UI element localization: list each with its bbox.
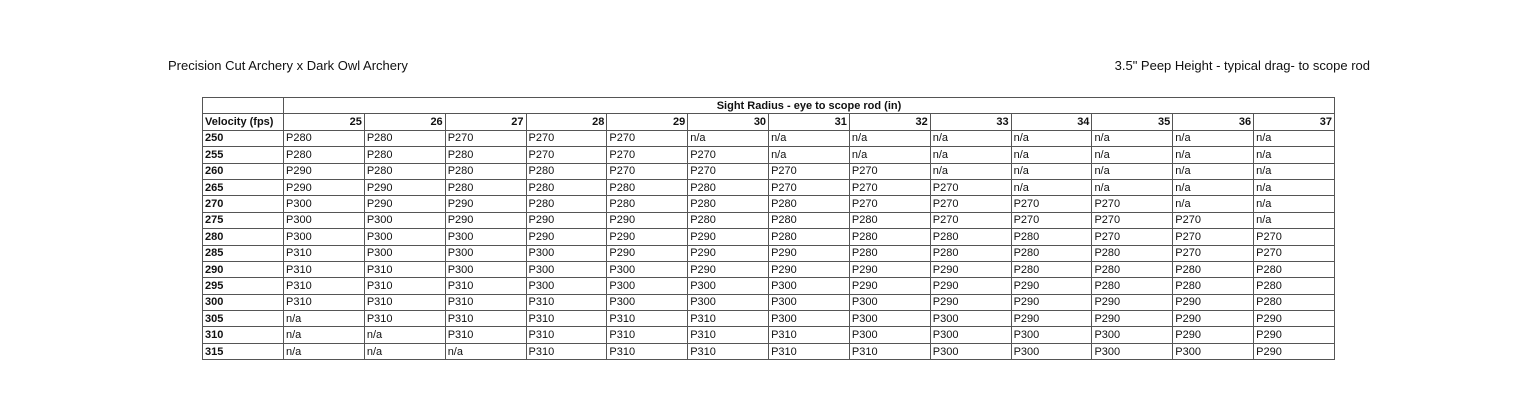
- peep-size-cell: P310: [607, 327, 688, 343]
- peep-size-cell: P270: [769, 163, 850, 179]
- peep-size-cell: P300: [769, 294, 850, 310]
- peep-size-cell: P280: [607, 179, 688, 195]
- peep-size-cell: P310: [688, 327, 769, 343]
- peep-size-cell: P310: [769, 327, 850, 343]
- peep-size-cell: P280: [849, 212, 930, 228]
- peep-size-cell: P270: [1173, 229, 1254, 245]
- peep-size-cell: P290: [607, 245, 688, 261]
- peep-size-cell: P280: [364, 130, 445, 146]
- peep-size-cell: P290: [526, 229, 607, 245]
- peep-size-cell: P270: [930, 196, 1011, 212]
- peep-size-cell: n/a: [1254, 130, 1335, 146]
- peep-size-cell: P280: [364, 147, 445, 163]
- peep-size-cell: P300: [1011, 327, 1092, 343]
- table-row: [203, 245, 1335, 261]
- peep-size-cell: n/a: [1011, 130, 1092, 146]
- peep-size-cell: P280: [1092, 261, 1173, 277]
- velocity-cell: 295: [203, 278, 284, 294]
- peep-size-cell: P310: [526, 311, 607, 327]
- peep-size-cell: P290: [607, 229, 688, 245]
- peep-size-cell: n/a: [364, 327, 445, 343]
- peep-size-cell: P310: [849, 343, 930, 359]
- peep-size-cell: P290: [607, 212, 688, 228]
- velocity-cell: 300: [203, 294, 284, 310]
- peep-size-cell: P290: [769, 261, 850, 277]
- peep-size-cell: P280: [1254, 261, 1335, 277]
- peep-size-cell: P280: [1173, 278, 1254, 294]
- radius-column-header: 32: [849, 114, 930, 130]
- peep-size-cell: n/a: [1254, 179, 1335, 195]
- peep-size-cell: n/a: [1254, 196, 1335, 212]
- velocity-cell: 290: [203, 261, 284, 277]
- peep-size-cell: P300: [284, 212, 365, 228]
- peep-size-cell: P310: [284, 294, 365, 310]
- table-row: [203, 261, 1335, 277]
- peep-size-cell: P300: [1092, 343, 1173, 359]
- peep-size-cell: P280: [526, 196, 607, 212]
- radius-column-header: 36: [1173, 114, 1254, 130]
- peep-size-cell: P290: [849, 261, 930, 277]
- peep-size-cell: P290: [364, 196, 445, 212]
- velocity-cell: 255: [203, 147, 284, 163]
- peep-size-cell: n/a: [1092, 147, 1173, 163]
- peep-size-cell: P290: [1254, 311, 1335, 327]
- peep-size-cell: n/a: [930, 163, 1011, 179]
- peep-size-cell: P290: [1011, 294, 1092, 310]
- peep-size-cell: P300: [445, 245, 526, 261]
- peep-size-cell: P290: [930, 294, 1011, 310]
- peep-size-cell: P300: [526, 245, 607, 261]
- radius-column-header: 26: [364, 114, 445, 130]
- peep-size-cell: P310: [445, 278, 526, 294]
- peep-size-cell: P270: [1092, 229, 1173, 245]
- peep-size-cell: P300: [1173, 343, 1254, 359]
- peep-size-cell: P300: [284, 229, 365, 245]
- peep-size-cell: P270: [930, 179, 1011, 195]
- peep-size-cell: P280: [849, 245, 930, 261]
- peep-size-cell: P270: [1173, 212, 1254, 228]
- peep-size-cell: n/a: [445, 343, 526, 359]
- radius-column-header: 25: [284, 114, 365, 130]
- peep-size-cell: P270: [1254, 229, 1335, 245]
- peep-size-cell: P310: [688, 311, 769, 327]
- peep-size-cell: P270: [526, 130, 607, 146]
- radius-column-header: 37: [1254, 114, 1335, 130]
- peep-size-cell: P300: [1011, 343, 1092, 359]
- peep-size-cell: P290: [1254, 327, 1335, 343]
- peep-size-cell: P310: [445, 294, 526, 310]
- radius-column-header: 33: [930, 114, 1011, 130]
- peep-size-cell: P280: [688, 196, 769, 212]
- column-header-row: [203, 114, 1335, 130]
- peep-size-cell: P310: [445, 311, 526, 327]
- peep-size-cell: n/a: [1173, 179, 1254, 195]
- peep-size-cell: P270: [1254, 245, 1335, 261]
- peep-size-cell: P310: [688, 343, 769, 359]
- peep-size-cell: P270: [688, 147, 769, 163]
- peep-size-cell: P270: [607, 130, 688, 146]
- peep-size-cell: n/a: [1092, 163, 1173, 179]
- peep-size-cell: P270: [1011, 196, 1092, 212]
- peep-size-cell: n/a: [1173, 130, 1254, 146]
- sight-radius-title: Sight Radius - eye to scope rod (in): [284, 98, 1335, 114]
- velocity-cell: 305: [203, 311, 284, 327]
- peep-size-cell: P290: [284, 163, 365, 179]
- peep-size-cell: P310: [284, 261, 365, 277]
- table-row: [203, 147, 1335, 163]
- peep-size-cell: P280: [1092, 278, 1173, 294]
- peep-size-cell: P310: [364, 311, 445, 327]
- peep-size-cell: P280: [688, 212, 769, 228]
- peep-size-cell: P280: [769, 229, 850, 245]
- peep-size-cell: P280: [445, 163, 526, 179]
- peep-size-cell: P290: [445, 212, 526, 228]
- peep-size-cell: n/a: [1173, 163, 1254, 179]
- peep-size-cell: P270: [849, 196, 930, 212]
- peep-size-cell: P290: [1173, 294, 1254, 310]
- peep-size-cell: P310: [364, 278, 445, 294]
- peep-size-cell: n/a: [284, 311, 365, 327]
- peep-size-cell: P300: [284, 196, 365, 212]
- peep-size-cell: P290: [769, 245, 850, 261]
- peep-size-cell: P280: [1011, 245, 1092, 261]
- peep-size-cell: P270: [1092, 196, 1173, 212]
- peep-size-cell: P300: [364, 245, 445, 261]
- table-row: [203, 229, 1335, 245]
- peep-size-cell: P280: [445, 147, 526, 163]
- table-row: [203, 327, 1335, 343]
- peep-size-cell: P270: [607, 163, 688, 179]
- peep-size-cell: P280: [1092, 245, 1173, 261]
- peep-size-cell: P310: [445, 327, 526, 343]
- peep-size-cell: P270: [1092, 212, 1173, 228]
- table-body: [203, 130, 1335, 359]
- velocity-cell: 275: [203, 212, 284, 228]
- peep-size-cell: P290: [930, 278, 1011, 294]
- peep-sight-chart-table: [202, 97, 1335, 360]
- peep-size-cell: P280: [769, 212, 850, 228]
- peep-size-cell: P280: [930, 229, 1011, 245]
- blank-corner-cell: [203, 98, 284, 114]
- title-row: [203, 98, 1335, 114]
- peep-size-cell: P290: [1173, 327, 1254, 343]
- peep-size-cell: P270: [1173, 245, 1254, 261]
- peep-size-cell: n/a: [284, 327, 365, 343]
- peep-size-cell: P270: [1011, 212, 1092, 228]
- peep-size-cell: P310: [607, 343, 688, 359]
- peep-size-cell: P300: [930, 343, 1011, 359]
- peep-size-cell: P300: [526, 261, 607, 277]
- table-row: [203, 212, 1335, 228]
- peep-size-cell: P300: [849, 327, 930, 343]
- peep-size-cell: P300: [526, 278, 607, 294]
- table-row: [203, 179, 1335, 195]
- peep-size-cell: P270: [769, 179, 850, 195]
- peep-size-cell: P280: [688, 179, 769, 195]
- peep-size-cell: P270: [445, 130, 526, 146]
- peep-size-cell: P300: [1092, 327, 1173, 343]
- peep-size-cell: P300: [930, 327, 1011, 343]
- peep-size-cell: n/a: [284, 343, 365, 359]
- radius-column-header: 30: [688, 114, 769, 130]
- velocity-cell: 260: [203, 163, 284, 179]
- peep-size-cell: n/a: [1092, 179, 1173, 195]
- peep-size-cell: P300: [445, 261, 526, 277]
- peep-size-cell: P280: [607, 196, 688, 212]
- peep-size-cell: P280: [1254, 278, 1335, 294]
- peep-size-cell: n/a: [849, 147, 930, 163]
- peep-size-cell: P300: [849, 294, 930, 310]
- peep-size-cell: n/a: [1011, 147, 1092, 163]
- peep-size-cell: n/a: [849, 130, 930, 146]
- peep-size-cell: n/a: [1011, 179, 1092, 195]
- radius-column-header: 35: [1092, 114, 1173, 130]
- velocity-cell: 280: [203, 229, 284, 245]
- peep-size-cell: P310: [607, 311, 688, 327]
- peep-size-cell: P270: [607, 147, 688, 163]
- peep-size-cell: n/a: [930, 130, 1011, 146]
- peep-size-cell: n/a: [1092, 130, 1173, 146]
- peep-size-cell: P300: [364, 212, 445, 228]
- peep-size-cell: n/a: [769, 147, 850, 163]
- velocity-cell: 315: [203, 343, 284, 359]
- peep-size-cell: P300: [688, 294, 769, 310]
- peep-size-cell: P290: [688, 245, 769, 261]
- peep-size-cell: P300: [364, 229, 445, 245]
- peep-size-cell: P280: [445, 179, 526, 195]
- peep-size-cell: P290: [1092, 311, 1173, 327]
- peep-size-cell: P310: [364, 261, 445, 277]
- peep-size-cell: n/a: [769, 130, 850, 146]
- peep-size-cell: P300: [607, 261, 688, 277]
- peep-size-cell: P290: [526, 212, 607, 228]
- table-row: [203, 343, 1335, 359]
- peep-size-cell: P310: [769, 343, 850, 359]
- peep-size-cell: P290: [688, 229, 769, 245]
- peep-size-cell: P300: [688, 278, 769, 294]
- peep-size-cell: n/a: [1173, 196, 1254, 212]
- peep-size-cell: P290: [1254, 343, 1335, 359]
- peep-size-cell: P280: [849, 229, 930, 245]
- peep-size-cell: P270: [526, 147, 607, 163]
- peep-size-cell: P270: [849, 163, 930, 179]
- peep-size-cell: P280: [930, 245, 1011, 261]
- peep-size-cell: P300: [607, 294, 688, 310]
- peep-size-cell: P270: [930, 212, 1011, 228]
- table-row: [203, 294, 1335, 310]
- peep-size-cell: n/a: [688, 130, 769, 146]
- peep-size-cell: P290: [445, 196, 526, 212]
- peep-size-cell: P280: [526, 163, 607, 179]
- peep-size-cell: P280: [364, 163, 445, 179]
- peep-size-cell: P300: [849, 311, 930, 327]
- radius-column-header: 27: [445, 114, 526, 130]
- peep-size-cell: P310: [364, 294, 445, 310]
- peep-size-cell: P310: [284, 245, 365, 261]
- peep-size-cell: P280: [284, 130, 365, 146]
- peep-size-cell: P280: [1254, 294, 1335, 310]
- peep-size-cell: P280: [526, 179, 607, 195]
- velocity-cell: 270: [203, 196, 284, 212]
- radius-column-header: 28: [526, 114, 607, 130]
- peep-size-cell: P310: [284, 278, 365, 294]
- peep-size-cell: P310: [526, 294, 607, 310]
- velocity-cell: 310: [203, 327, 284, 343]
- radius-column-header: 29: [607, 114, 688, 130]
- peep-size-cell: P270: [849, 179, 930, 195]
- document-title-right: 3.5" Peep Height - typical drag- to scope rod: [1114, 58, 1370, 73]
- peep-size-cell: P310: [526, 343, 607, 359]
- peep-size-cell: n/a: [1254, 212, 1335, 228]
- peep-size-cell: P290: [688, 261, 769, 277]
- peep-size-cell: P300: [769, 278, 850, 294]
- peep-size-cell: P290: [1092, 294, 1173, 310]
- peep-size-cell: n/a: [364, 343, 445, 359]
- peep-size-cell: n/a: [1254, 163, 1335, 179]
- velocity-header: Velocity (fps): [203, 114, 284, 130]
- peep-size-cell: n/a: [1254, 147, 1335, 163]
- table-row: [203, 196, 1335, 212]
- velocity-cell: 250: [203, 130, 284, 146]
- document-title-left: Precision Cut Archery x Dark Owl Archery: [168, 58, 408, 73]
- peep-size-cell: P280: [1011, 261, 1092, 277]
- table-row: [203, 163, 1335, 179]
- peep-size-cell: P290: [1011, 278, 1092, 294]
- peep-size-cell: P310: [526, 327, 607, 343]
- peep-size-cell: P300: [445, 229, 526, 245]
- peep-size-cell: P280: [1011, 229, 1092, 245]
- peep-size-cell: n/a: [1173, 147, 1254, 163]
- peep-size-cell: P280: [1173, 261, 1254, 277]
- peep-size-cell: n/a: [930, 147, 1011, 163]
- peep-size-cell: P290: [930, 261, 1011, 277]
- table-row: [203, 311, 1335, 327]
- peep-size-cell: P290: [849, 278, 930, 294]
- peep-size-cell: n/a: [1011, 163, 1092, 179]
- peep-size-cell: P270: [688, 163, 769, 179]
- peep-size-cell: P280: [284, 147, 365, 163]
- peep-size-cell: P280: [769, 196, 850, 212]
- peep-size-cell: P290: [284, 179, 365, 195]
- velocity-cell: 265: [203, 179, 284, 195]
- radius-column-header: 31: [769, 114, 850, 130]
- peep-size-cell: P300: [769, 311, 850, 327]
- table-row: [203, 278, 1335, 294]
- peep-size-cell: P290: [1011, 311, 1092, 327]
- velocity-cell: 285: [203, 245, 284, 261]
- peep-size-cell: P300: [930, 311, 1011, 327]
- peep-size-cell: P290: [364, 179, 445, 195]
- table-row: [203, 130, 1335, 146]
- peep-size-cell: P290: [1173, 311, 1254, 327]
- radius-column-header: 34: [1011, 114, 1092, 130]
- peep-size-cell: P300: [607, 278, 688, 294]
